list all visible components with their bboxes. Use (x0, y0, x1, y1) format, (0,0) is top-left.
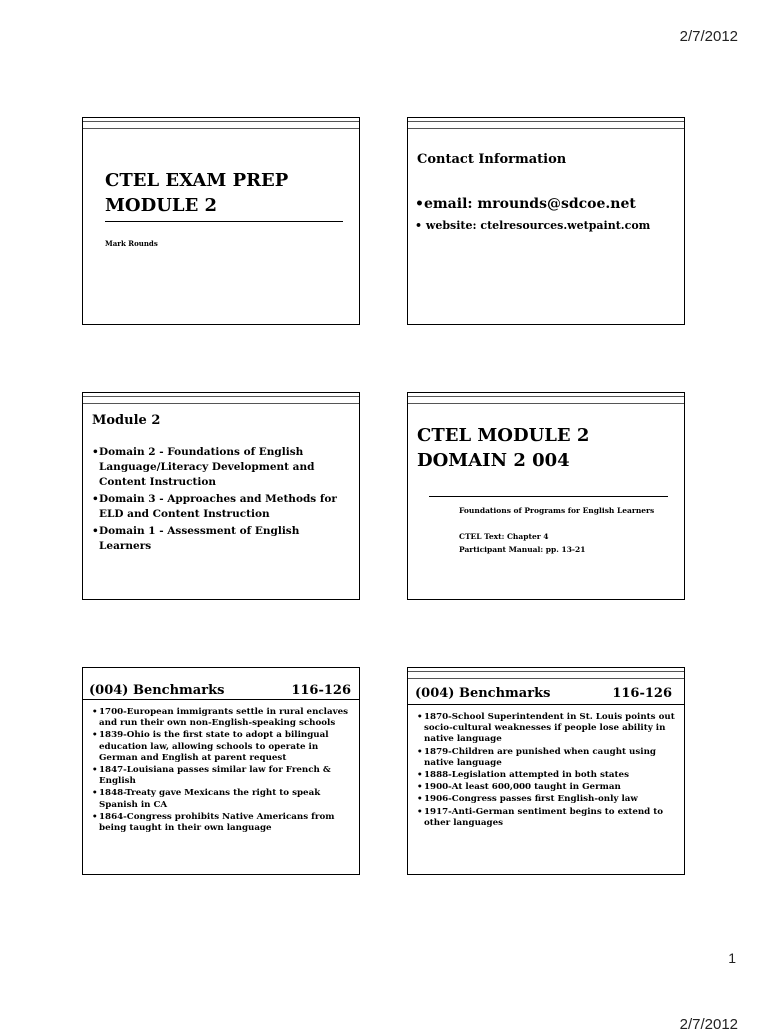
benchmarks-divider (408, 704, 684, 705)
list-item: • 1917-Anti-German sentiment begins to extend to other languages (417, 806, 664, 828)
title-line-2: MODULE 2 (105, 195, 218, 216)
page-number: 1 (728, 950, 736, 966)
benchmarks-pages: 116-126 (612, 686, 672, 701)
domain-text-reference: CTEL Text: Chapter 4 (459, 532, 549, 541)
title-divider (429, 496, 668, 497)
slide-module (82, 392, 360, 600)
list-item: • 1870-School Superintendent in St. Louis points out socio-cultural weaknesses if people lose ability in native language (417, 712, 675, 745)
contact-website-text: website: ctelresources.wetpaint.com (425, 219, 651, 232)
domain-title-heading (417, 423, 657, 473)
list-item: • 1848-Treaty gave Mexicans the right to speak Spanish in CA (92, 788, 321, 810)
domain-subtitle: Foundations of Programs for English Learners (459, 506, 655, 515)
slide-title (82, 117, 360, 325)
slide-header-band (408, 396, 684, 404)
slide-domain (407, 392, 685, 600)
list-item: • 1879-Children are punished when caught using native language (417, 746, 656, 768)
slide-header-band (408, 121, 684, 129)
slide-header-band (83, 396, 359, 404)
title-line-1: CTEL MODULE 2 (417, 425, 590, 446)
contact-email: •email: mrounds@sdcoe.net (415, 196, 636, 212)
module-heading: Module 2 (92, 413, 161, 428)
benchmarks-list (92, 707, 351, 835)
list-item: • 1847-Louisiana passes similar law for French & English (92, 765, 331, 787)
slide-title-heading (105, 168, 345, 218)
list-item: • 1864-Congress prohibits Native Americans from being taught in their own language (92, 811, 335, 834)
list-item: • 1888-Legislation attempted in both states (417, 770, 629, 781)
benchmarks-divider (83, 699, 359, 700)
list-item: • Domain 1 - Assessment of English Learners (92, 525, 300, 552)
module-domain-list (92, 445, 351, 556)
contact-email-text: email: mrounds@sdcoe.net (423, 196, 636, 212)
benchmarks-title: (004) Benchmarks (89, 683, 225, 698)
contact-heading: Contact Information (417, 152, 567, 167)
footer-date: 2/7/2012 (679, 1016, 738, 1033)
slide-header-band (408, 671, 684, 679)
list-item: • Domain 3 - Approaches and Methods for ELD and Content Instruction (92, 493, 337, 520)
author-name: Mark Rounds (105, 239, 158, 248)
benchmarks-title: (004) Benchmarks (415, 686, 551, 701)
list-item: • 1900-At least 600,000 taught in German (417, 782, 621, 793)
title-line-1: CTEL EXAM PREP (105, 170, 289, 191)
domain-manual-reference: Participant Manual: pp. 13-21 (459, 545, 586, 554)
slide-header-band (83, 121, 359, 129)
title-line-2: DOMAIN 2 004 (417, 450, 570, 471)
benchmarks-list (417, 712, 676, 830)
contact-website: • website: ctelresources.wetpaint.com (415, 219, 651, 232)
list-item: • 1700-European immigrants settle in rural enclaves and run their own non-English-speaking schools (92, 707, 349, 729)
list-item: • Domain 2 - Foundations of English Language/Literacy Development and Content Instruction (92, 446, 315, 488)
slide-benchmarks-1 (82, 667, 360, 875)
list-item: • 1839-Ohio is the first state to adopt a bilingual education law, allowing schools to operate in German and English at parent request (92, 730, 329, 763)
list-item: • 1906-Congress passes first English-only law (417, 794, 638, 805)
title-divider (105, 221, 343, 222)
header-date: 2/7/2012 (679, 28, 738, 45)
slide-benchmarks-2 (407, 667, 685, 875)
slide-contact (407, 117, 685, 325)
benchmarks-pages: 116-126 (291, 683, 351, 698)
